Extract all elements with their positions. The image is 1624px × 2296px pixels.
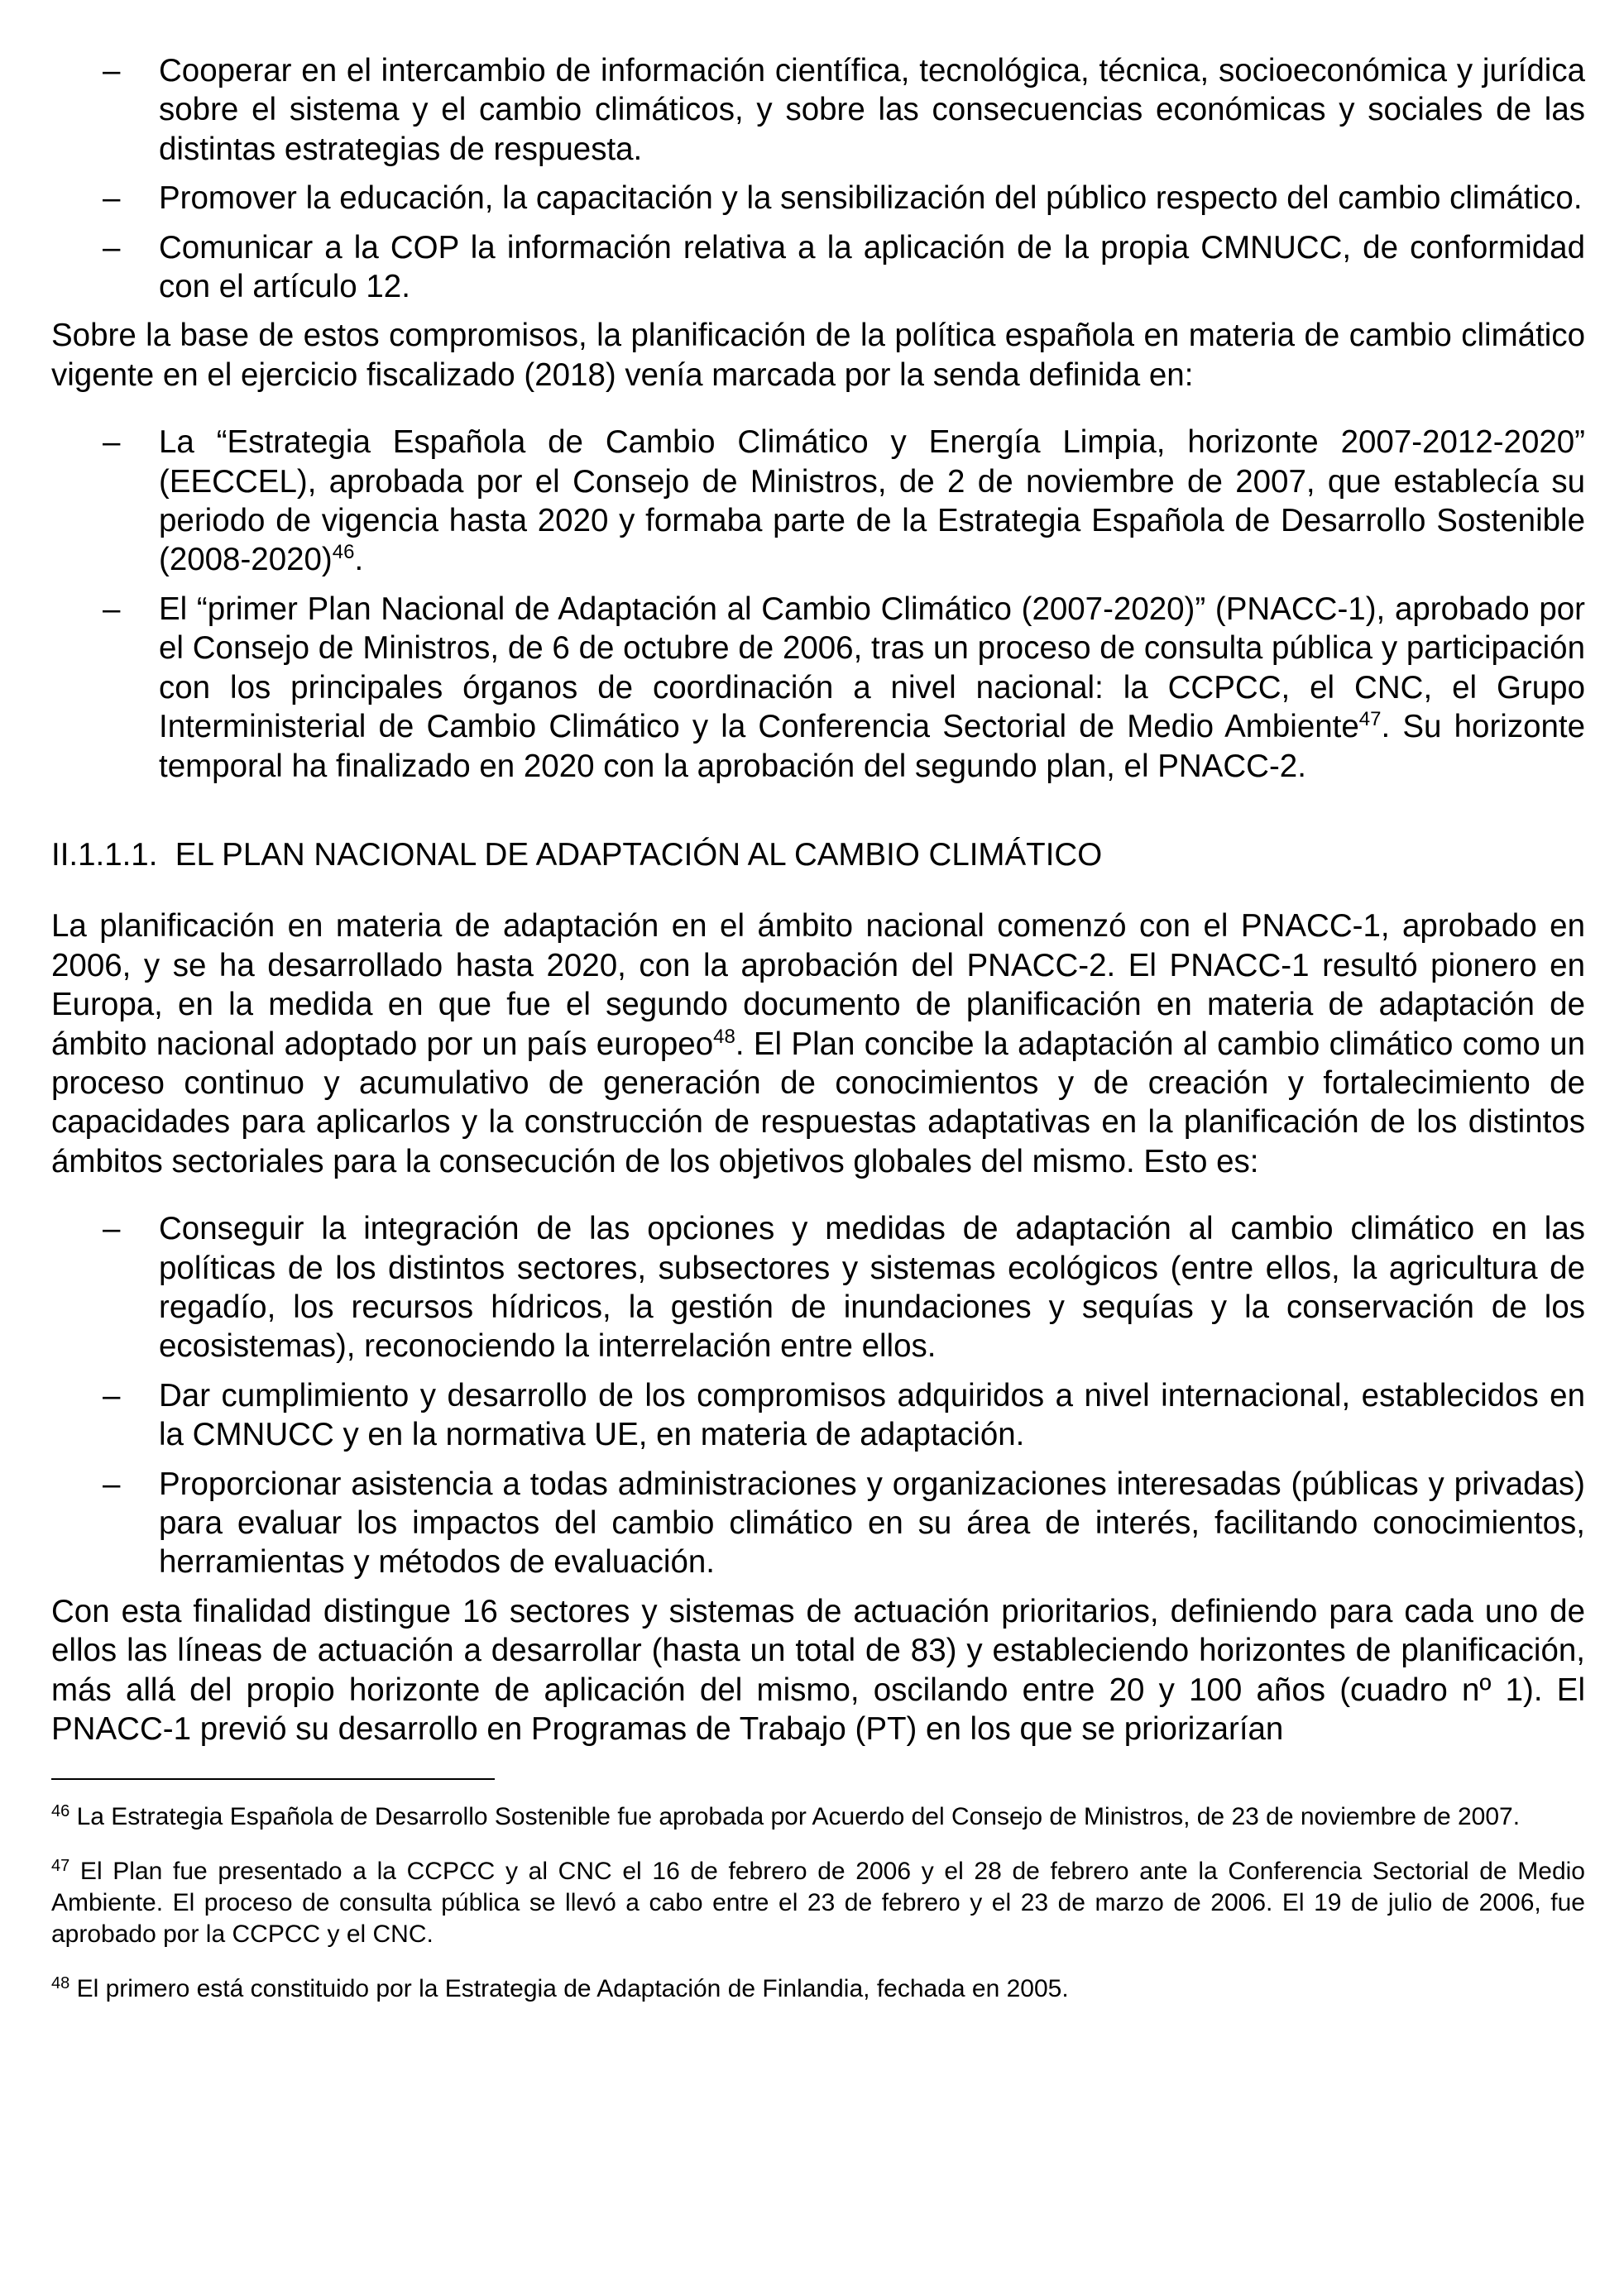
paragraph-text-end: . El Plan concibe la adaptación al cambio climático como un proceso continuo y acumulativo de generación de conocimientos y de creación y fortalecimiento de capacidades para aplicarlos y la construcción de respuestas adaptativas en la planificación de los distintos ámbitos sectoriales para la consecución de los objetivos globales del mismo. Esto es: [51, 1026, 1586, 1179]
footnote-number: 48 [51, 1974, 70, 1993]
list-item-text: Cooperar en el intercambio de información científica, tecnológica, técnica, socioeconómica y jurídica sobre el sistema y el cambio climáticos, y sobre las consecuencias económicas y sociales de las distintas estrategias de respuesta. [159, 53, 1585, 167]
footnote-text: El primero está constituido por la Estrategia de Adaptación de Finlandia, fechada en 2005. [69, 1975, 1069, 2003]
footnote-ref[interactable]: 46 [332, 541, 355, 564]
footnote-number: 47 [51, 1857, 70, 1876]
list-item-text: La “Estrategia Española de Cambio Climático y Energía Limpia, horizonte 2007-2012-2020” (EECCEL), aprobada por el Consejo de Ministros, de 2 de noviembre de 2007, que establecía su periodo de vigencia hasta 2020 y formaba parte de la Estrategia Española de Desarrollo Sostenible (2008-2020) [159, 424, 1585, 578]
list-item [51, 1209, 1585, 1366]
footnote [51, 1973, 1585, 2005]
dash-bullet-icon: – [103, 180, 121, 217]
footnote-text: El Plan fue presentado a la CCPCC y al CNC el 16 de febrero de 2006 y el 28 de febrero ante la Conferencia Sectorial de Medio Ambiente. El proceso de consulta pública se llevó a cabo entre el 23 de febrero y el 23 de marzo de 2006. El 19 de julio de 2006, fue aprobado por la CCPCC y el CNC. [51, 1858, 1585, 1949]
paragraph [51, 906, 1585, 1181]
list-item-text: El “primer Plan Nacional de Adaptación al Cambio Climático (2007-2020)” (PNACC-1), aprobado por el Consejo de Ministros, de 6 de octubre de 2006, tras un proceso de consulta pública y participación con los principales órganos de coordinación a nivel nacional: la CCPCC, el CNC, el Grupo Interministerial de Cambio Climático y la Conferencia Sectorial de Medio Ambiente [159, 591, 1585, 745]
footnote [51, 1856, 1585, 1950]
list-item [51, 51, 1585, 169]
footnote-number: 46 [51, 1802, 70, 1821]
list-item [51, 1376, 1585, 1455]
list-item-text-end: . [354, 542, 364, 578]
paragraph-text: La planificación en materia de adaptación en el ámbito nacional comenzó con el PNACC-1, aprobado en 2006, y se ha desarrollado hasta 2020, con la aprobación del PNACC-2. El PNACC-1 resultó pionero en Europa, en la medida en que fue el segundo documento de planificación en materia de adaptación de ámbito nacional adoptado por un país europeo [51, 908, 1585, 1062]
dash-bullet-icon: – [103, 53, 121, 88]
dash-bullet-icon: – [103, 1377, 121, 1413]
paragraph: Con esta finalidad distingue 16 sectores y sistemas de actuación prioritarios, definiendo para cada uno de ellos las líneas de actuación a desarrollar (hasta un total de 83) y estableciendo horizontes de planificación, más allá del propio horizonte de aplicación del mismo, oscilando entre 20 y 100 años (cuadro nº 1). El PNACC-1 previó su desarrollo en Programas de Trabajo (PT) en los que se priorizarían [51, 1593, 1585, 1748]
list-item-text: Promover la educación, la capacitación y la sensibilización del público respecto del cambio climático. [159, 180, 1583, 217]
footnote-text: La Estrategia Española de Desarrollo Sostenible fue aprobada por Acuerdo del Consejo de Ministros, de 23 de noviembre de 2007. [69, 1803, 1521, 1831]
list-item-text: Conseguir la integración de las opciones y medidas de adaptación al cambio climático en las políticas de los distintos sectores, subsectores y sistemas ecológicos (entre ellos, la agricultura de regadío, los recursos hídricos, la gestión de inundaciones y sequías y la conservación de los ecosistemas), reconociendo la interrelación entre ellos. [159, 1211, 1585, 1365]
list-item [51, 1465, 1585, 1582]
section-heading: II.1.1.1. EL PLAN NACIONAL DE ADAPTACIÓN AL CAMBIO CLIMÁTICO [51, 836, 1103, 873]
footnote [51, 1801, 1585, 1833]
footnote-ref[interactable]: 47 [1358, 708, 1382, 731]
list-item [51, 179, 1585, 218]
footnote-divider [51, 1778, 495, 1780]
dash-bullet-icon: – [103, 1211, 121, 1247]
list-item [51, 423, 1585, 580]
document-page [51, 41, 1585, 2005]
dash-bullet-icon: – [103, 229, 121, 265]
dash-bullet-icon: – [103, 1466, 121, 1502]
list-item-text: Dar cumplimiento y desarrollo de los compromisos adquiridos a nivel internacional, establecidos en la CMNUCC y en la normativa UE, en materia de adaptación. [159, 1377, 1585, 1453]
list-item-text: Proporcionar asistencia a todas administraciones y organizaciones interesadas (públicas y privadas) para evaluar los impactos del cambio climático en su área de interés, facilitando conocimientos, herramientas y métodos de evaluación. [159, 1466, 1585, 1581]
list-item [51, 590, 1585, 786]
list-item-text: Comunicar a la COP la información relativa a la aplicación de la propia CMNUCC, de conformidad con el artículo 12. [159, 229, 1585, 305]
footnote-ref[interactable]: 48 [713, 1025, 735, 1048]
dash-bullet-icon: – [103, 591, 121, 627]
paragraph: Sobre la base de estos compromisos, la planificación de la política española en materia de cambio climático vigente en el ejercicio fiscalizado (2018) venía marcada por la senda definida en: [51, 318, 1585, 393]
list-item [51, 228, 1585, 307]
list-item-text-end: . Su horizonte temporal ha finalizado en 2020 con la aprobación del segundo plan, el PNACC-2. [159, 709, 1586, 784]
dash-bullet-icon: – [103, 424, 121, 461]
